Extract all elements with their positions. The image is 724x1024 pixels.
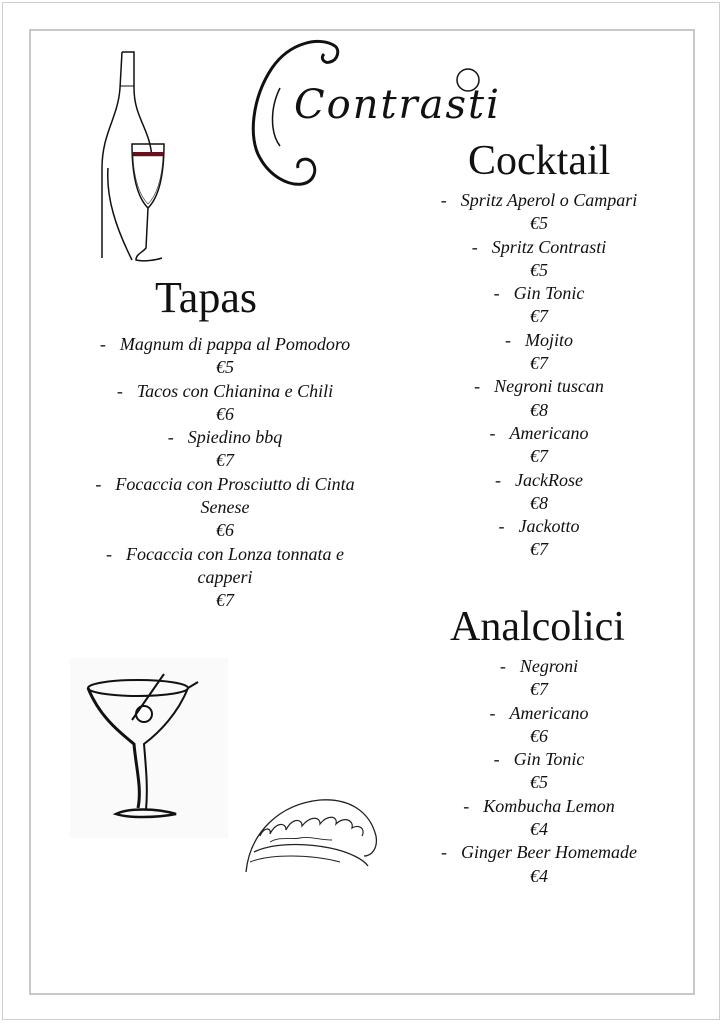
item-name: Gin Tonic — [513, 749, 585, 770]
item-name: Focaccia con Prosciutto di Cinta Senese — [115, 473, 355, 518]
item-price: €5 — [530, 259, 548, 280]
list-item — [414, 375, 664, 422]
martini-glass-icon — [70, 658, 228, 838]
item-name: Focaccia con Lonza tonnata e capperi — [126, 543, 344, 587]
item-price: €5 — [216, 357, 234, 378]
bullet-dash: - — [493, 749, 500, 770]
item-price: €5 — [530, 772, 548, 793]
logo-c-inner — [273, 88, 281, 146]
bullet-dash: - — [474, 376, 481, 397]
item-name: Americano — [509, 422, 589, 443]
bullet-dash: - — [493, 283, 500, 304]
analcolici-list — [414, 655, 664, 888]
bullet-dash: - — [441, 842, 448, 863]
list-item — [414, 655, 664, 702]
list-item — [90, 333, 360, 380]
list-item — [414, 841, 664, 888]
item-name: Tacos con Chianina e Chili — [136, 380, 334, 401]
item-name: Spritz Contrasti — [491, 236, 607, 257]
list-item — [90, 426, 360, 473]
list-item — [414, 236, 664, 283]
taco-icon — [240, 782, 382, 876]
item-price: €6 — [216, 403, 234, 424]
bullet-dash: - — [116, 380, 123, 401]
list-item — [414, 282, 664, 329]
list-item — [90, 543, 360, 613]
item-price: €7 — [530, 306, 548, 327]
logo-text: Contrasti — [294, 82, 501, 128]
cocktail-heading: Cocktail — [468, 138, 611, 184]
item-name: Negroni tuscan — [494, 376, 604, 397]
list-item — [414, 748, 664, 795]
item-name: Spiedino bbq — [187, 427, 283, 448]
bullet-dash: - — [440, 190, 447, 210]
bullet-dash: - — [505, 329, 511, 350]
bullet-dash: - — [463, 795, 470, 816]
list-item — [414, 422, 664, 469]
bullet-dash: - — [99, 334, 106, 354]
bullet-dash: - — [499, 656, 506, 676]
list-item — [414, 329, 664, 376]
item-name: Ginger Beer Homemade — [461, 842, 637, 863]
list-item — [90, 380, 360, 427]
bullet-dash: - — [498, 516, 505, 537]
bullet-dash: - — [471, 236, 478, 257]
item-price: €7 — [530, 353, 548, 374]
item-price: €8 — [530, 399, 548, 420]
item-price: €7 — [530, 446, 548, 467]
item-price: €4 — [530, 865, 548, 886]
item-name: Negroni — [519, 656, 579, 676]
tapas-list — [90, 333, 360, 613]
list-item — [414, 515, 664, 562]
item-name: JackRose — [515, 469, 583, 490]
item-name: Kombucha Lemon — [483, 795, 615, 816]
item-price: €7 — [216, 450, 234, 471]
item-price: €7 — [216, 590, 234, 611]
item-price: €5 — [530, 213, 548, 234]
bullet-dash: - — [95, 473, 102, 494]
list-item — [414, 189, 664, 236]
item-price: €6 — [216, 520, 234, 541]
item-price: €6 — [530, 725, 548, 746]
bullet-dash: - — [495, 469, 502, 490]
item-name: Mojito — [525, 329, 573, 350]
bullet-dash: - — [106, 543, 113, 564]
analcolici-heading: Analcolici — [450, 604, 625, 650]
bullet-dash: - — [489, 702, 496, 723]
item-price: €4 — [530, 819, 548, 840]
item-name: Magnum di pappa al Pomodoro — [119, 334, 351, 354]
item-name: Jackotto — [518, 516, 580, 537]
list-item — [90, 473, 360, 543]
item-price: €8 — [530, 492, 548, 513]
tapas-heading: Tapas — [155, 273, 257, 322]
item-name: Spritz Aperol o Campari — [460, 190, 638, 210]
item-price: €7 — [530, 539, 548, 560]
list-item — [414, 469, 664, 516]
list-item — [414, 795, 664, 842]
item-name: Gin Tonic — [513, 283, 585, 304]
cocktail-list — [414, 189, 664, 562]
bullet-dash: - — [167, 427, 174, 448]
item-price: €7 — [530, 679, 548, 700]
wine-bottle-and-glass-icon — [92, 48, 172, 268]
bullet-dash: - — [489, 422, 496, 443]
item-name: Americano — [509, 702, 589, 723]
list-item — [414, 702, 664, 749]
